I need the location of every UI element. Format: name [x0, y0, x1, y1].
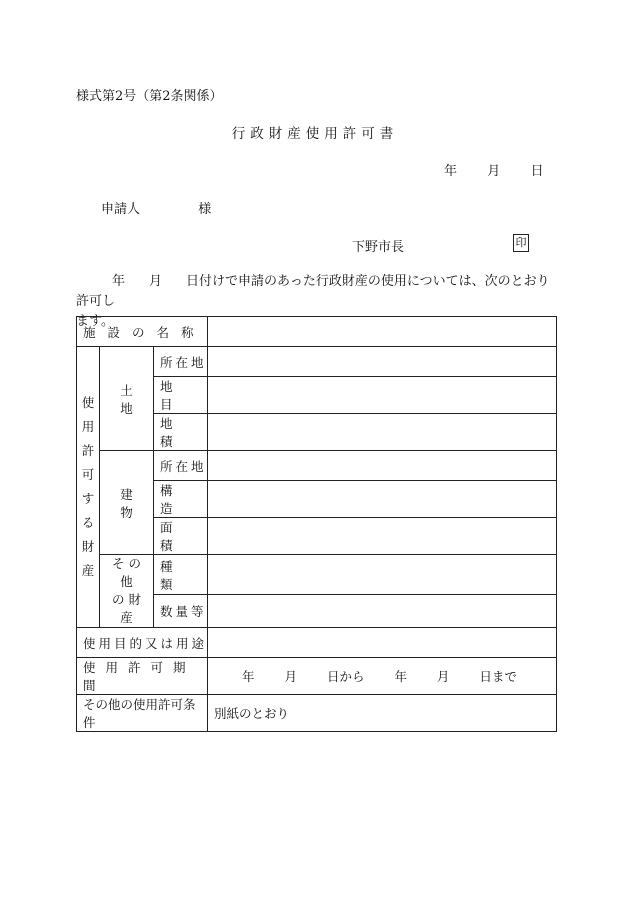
period-start-day: 日から — [326, 669, 365, 684]
body-month: 月 — [149, 274, 163, 289]
date-day-label: 日 — [530, 164, 544, 179]
building-structure-label: 構造 — [154, 481, 208, 518]
applicant-line — [101, 198, 211, 217]
table-row — [77, 628, 557, 658]
building-label: 建物 — [100, 451, 154, 555]
seal-mark: 印 — [513, 234, 529, 252]
applicant-label: 申請人 — [101, 202, 141, 217]
issue-date — [444, 160, 544, 179]
land-location-value[interactable] — [208, 347, 557, 377]
other-label-line1: その他 — [111, 556, 145, 589]
property-label — [77, 347, 100, 628]
other-property-label — [100, 555, 154, 628]
issuer-name: 下野市長 — [352, 240, 405, 255]
property-label-text: 使 用 許 可 す る 財 産 — [81, 395, 95, 578]
form-number-label: 様式第2号（第2条関係） — [76, 89, 223, 104]
building-area-value[interactable] — [208, 518, 557, 555]
land-area-label: 地積 — [154, 414, 208, 451]
period-end-year: 年 — [394, 669, 407, 684]
period-value[interactable] — [208, 658, 557, 695]
table-row — [77, 555, 557, 595]
body-text-line2: ます。 — [76, 314, 114, 329]
building-location-label: 所在地 — [154, 451, 208, 481]
period-end-day: 日まで — [479, 669, 517, 684]
land-category-value[interactable] — [208, 377, 557, 414]
period-label: 使用許可期間 — [77, 658, 208, 695]
document-title: 行政財産使用許可書 — [231, 126, 399, 142]
other-quantity-label: 数量等 — [154, 595, 208, 628]
other-kind-value[interactable] — [208, 555, 557, 595]
other-label-line2: の財産 — [111, 592, 145, 625]
other-kind-label: 種類 — [154, 555, 208, 595]
land-label: 土地 — [100, 347, 154, 451]
body-text-line1: 日付けで申請のあった行政財産の使用については、次のとおり許可し — [76, 274, 550, 309]
building-structure-value[interactable] — [208, 481, 557, 518]
facility-name-label: 施設の名称 — [77, 317, 208, 347]
table-row — [77, 451, 557, 481]
permit-table — [76, 316, 557, 732]
purpose-label: 使用目的又は用途 — [77, 628, 208, 658]
land-area-value[interactable] — [208, 414, 557, 451]
conditions-value[interactable]: 別紙のとおり — [208, 695, 557, 732]
conditions-label: その他の使用許可条件 — [77, 695, 208, 732]
table-row — [77, 658, 557, 695]
period-start-month: 月 — [284, 669, 297, 684]
table-row — [77, 317, 557, 347]
land-category-label: 地目 — [154, 377, 208, 414]
date-year-label: 年 — [444, 164, 458, 179]
applicant-honorific: 様 — [198, 202, 212, 217]
building-area-label: 面積 — [154, 518, 208, 555]
building-location-value[interactable] — [208, 451, 557, 481]
other-quantity-value[interactable] — [208, 595, 557, 628]
table-row — [77, 347, 557, 377]
period-end-month: 月 — [436, 669, 450, 684]
body-year: 年 — [112, 274, 126, 289]
table-row — [77, 695, 557, 732]
facility-name-value[interactable] — [208, 317, 557, 347]
land-location-label: 所在地 — [154, 347, 208, 377]
date-month-label: 月 — [487, 164, 501, 179]
purpose-value[interactable] — [208, 628, 557, 658]
period-start-year: 年 — [241, 669, 255, 684]
